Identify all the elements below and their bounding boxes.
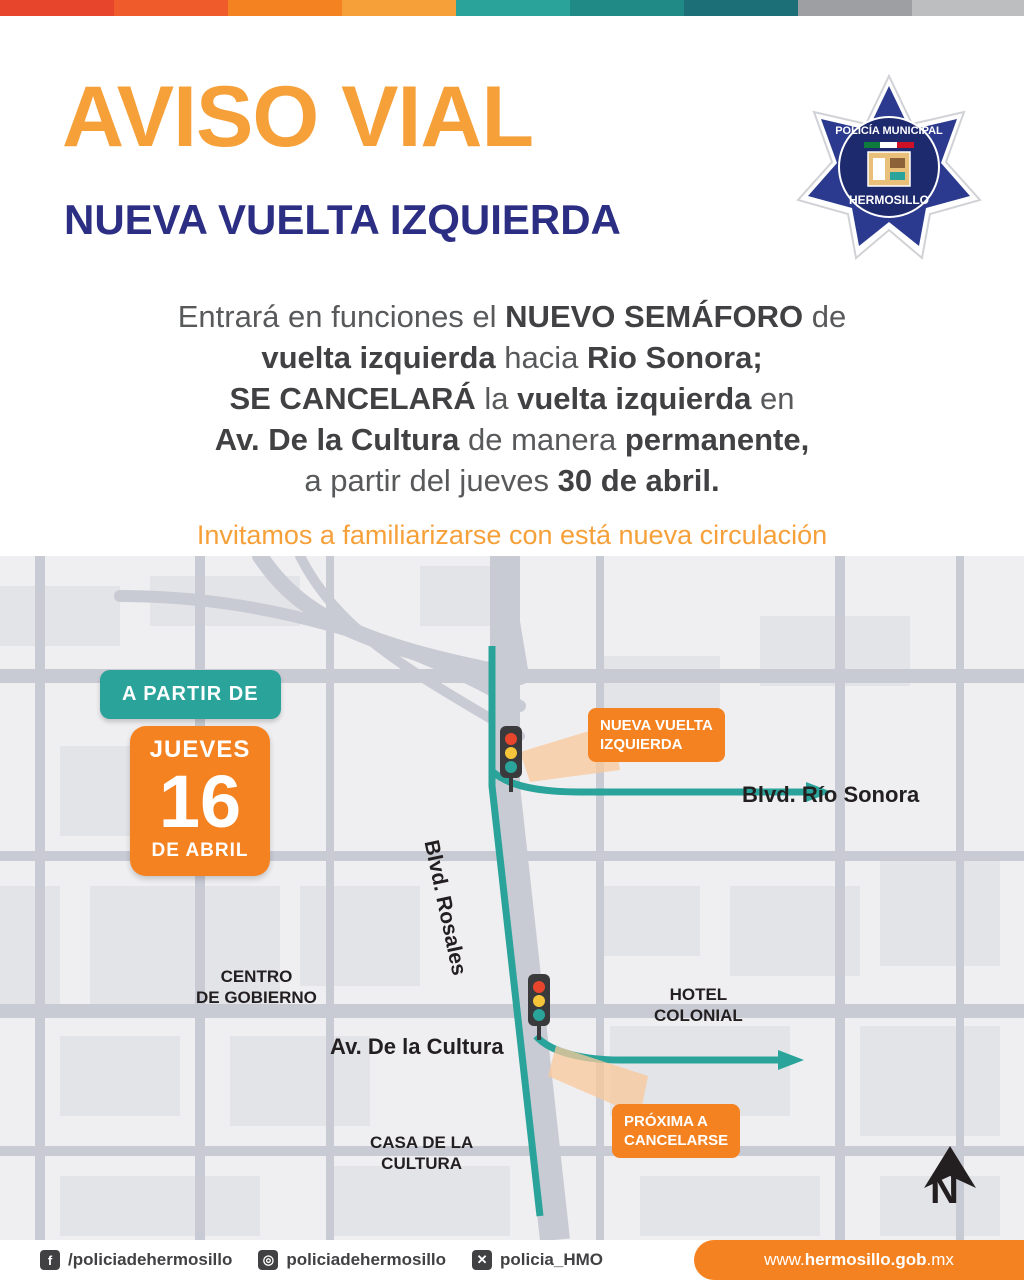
social-facebook[interactable] [40,1250,232,1270]
place-label-hotel-colonial [654,984,743,1026]
text-line2-a: vuelta izquierda [261,340,496,375]
tag-proxima-line2: CANCELARSE [624,1132,729,1149]
invitation-text: Invitamos a familiarizarse con está nueva circulación [196,520,828,550]
text-line3-a: SE CANCELARÁ [229,381,476,416]
instagram-icon: ◎ [258,1250,278,1270]
tag-nueva-line1: NUEVA VUELTA [600,717,713,734]
place-label-centro-de-gobierno [196,966,317,1008]
website-domain: hermosillo.gob [804,1250,927,1269]
tag-nueva-line2: IZQUIERDA [600,736,683,753]
text-line3-d: en [751,381,795,416]
date-month: DE ABRIL [151,840,249,861]
text-line1-b: NUEVO SEMÁFORO [505,299,804,334]
x-twitter-icon: ✕ [472,1250,492,1270]
text-line3-c: vuelta izquierda [517,381,752,416]
header [0,16,1024,276]
text-line5-a: a partir del jueves [304,463,558,498]
date-badge [130,726,270,876]
website-link[interactable] [694,1240,1024,1280]
page-title: AVISO VIAL [62,69,534,165]
x-handle: policia_HMO [500,1250,603,1269]
tag-proxima-line1: PRÓXIMA A [624,1113,708,1130]
north-label: N [930,1168,959,1212]
tag-proxima-a-cancelarse [612,1104,740,1158]
place-label-casa-de-la-cultura [370,1132,473,1174]
website-prefix: www. [764,1250,805,1269]
text-line1-c: de [803,299,847,334]
text-line2-b: hacia [495,340,587,375]
page-subtitle: NUEVA VUELTA IZQUIERDA [64,196,621,243]
text-line4-a: Av. De la Cultura [214,422,460,457]
text-line4-c: permanente, [624,422,810,457]
map-svg [0,556,1024,1240]
street-label-rio-sonora: Blvd. Río Sonora [742,782,920,807]
announcement-text [0,296,1024,501]
chip-a-partir-de: A PARTIR DE [100,670,281,719]
instagram-handle: policiadehermosillo [286,1250,447,1269]
text-line5-b: 30 de abril. [557,463,720,498]
website-suffix: .mx [926,1250,954,1269]
social-x[interactable] [472,1250,603,1270]
text-line4-b: de manera [459,422,625,457]
hotel-line2: COLONIAL [654,1006,743,1025]
casa-line1: CASA DE LA [370,1133,474,1152]
tag-nueva-vuelta-izquierda [588,708,725,762]
top-color-strip [0,0,1024,16]
street-label-av-de-la-cultura: Av. De la Cultura [330,1034,504,1059]
text-line2-c: Rio Sonora; [586,340,763,375]
street-label-blvd-rosales: Blvd. Rosales [419,838,471,978]
centro-line1: CENTRO [220,967,293,986]
hotel-line1: HOTEL [669,985,728,1004]
text-line1-a: Entrará en funciones el [177,299,506,334]
badge-top-text: POLICÍA MUNICIPAL [835,125,943,137]
date-day: 16 [158,760,242,843]
footer [0,1240,1024,1280]
badge-bottom-text: HERMOSILLO [849,193,929,207]
centro-line2: DE GOBIERNO [196,988,317,1007]
social-instagram[interactable] [258,1250,446,1270]
date-weekday: JUEVES [149,736,251,763]
text-line3-b: la [475,381,518,416]
facebook-icon: f [40,1250,60,1270]
police-badge [794,72,984,262]
casa-line2: CULTURA [381,1154,463,1173]
map-diagram [0,556,1024,1240]
facebook-handle: /policiadehermosillo [68,1250,233,1269]
